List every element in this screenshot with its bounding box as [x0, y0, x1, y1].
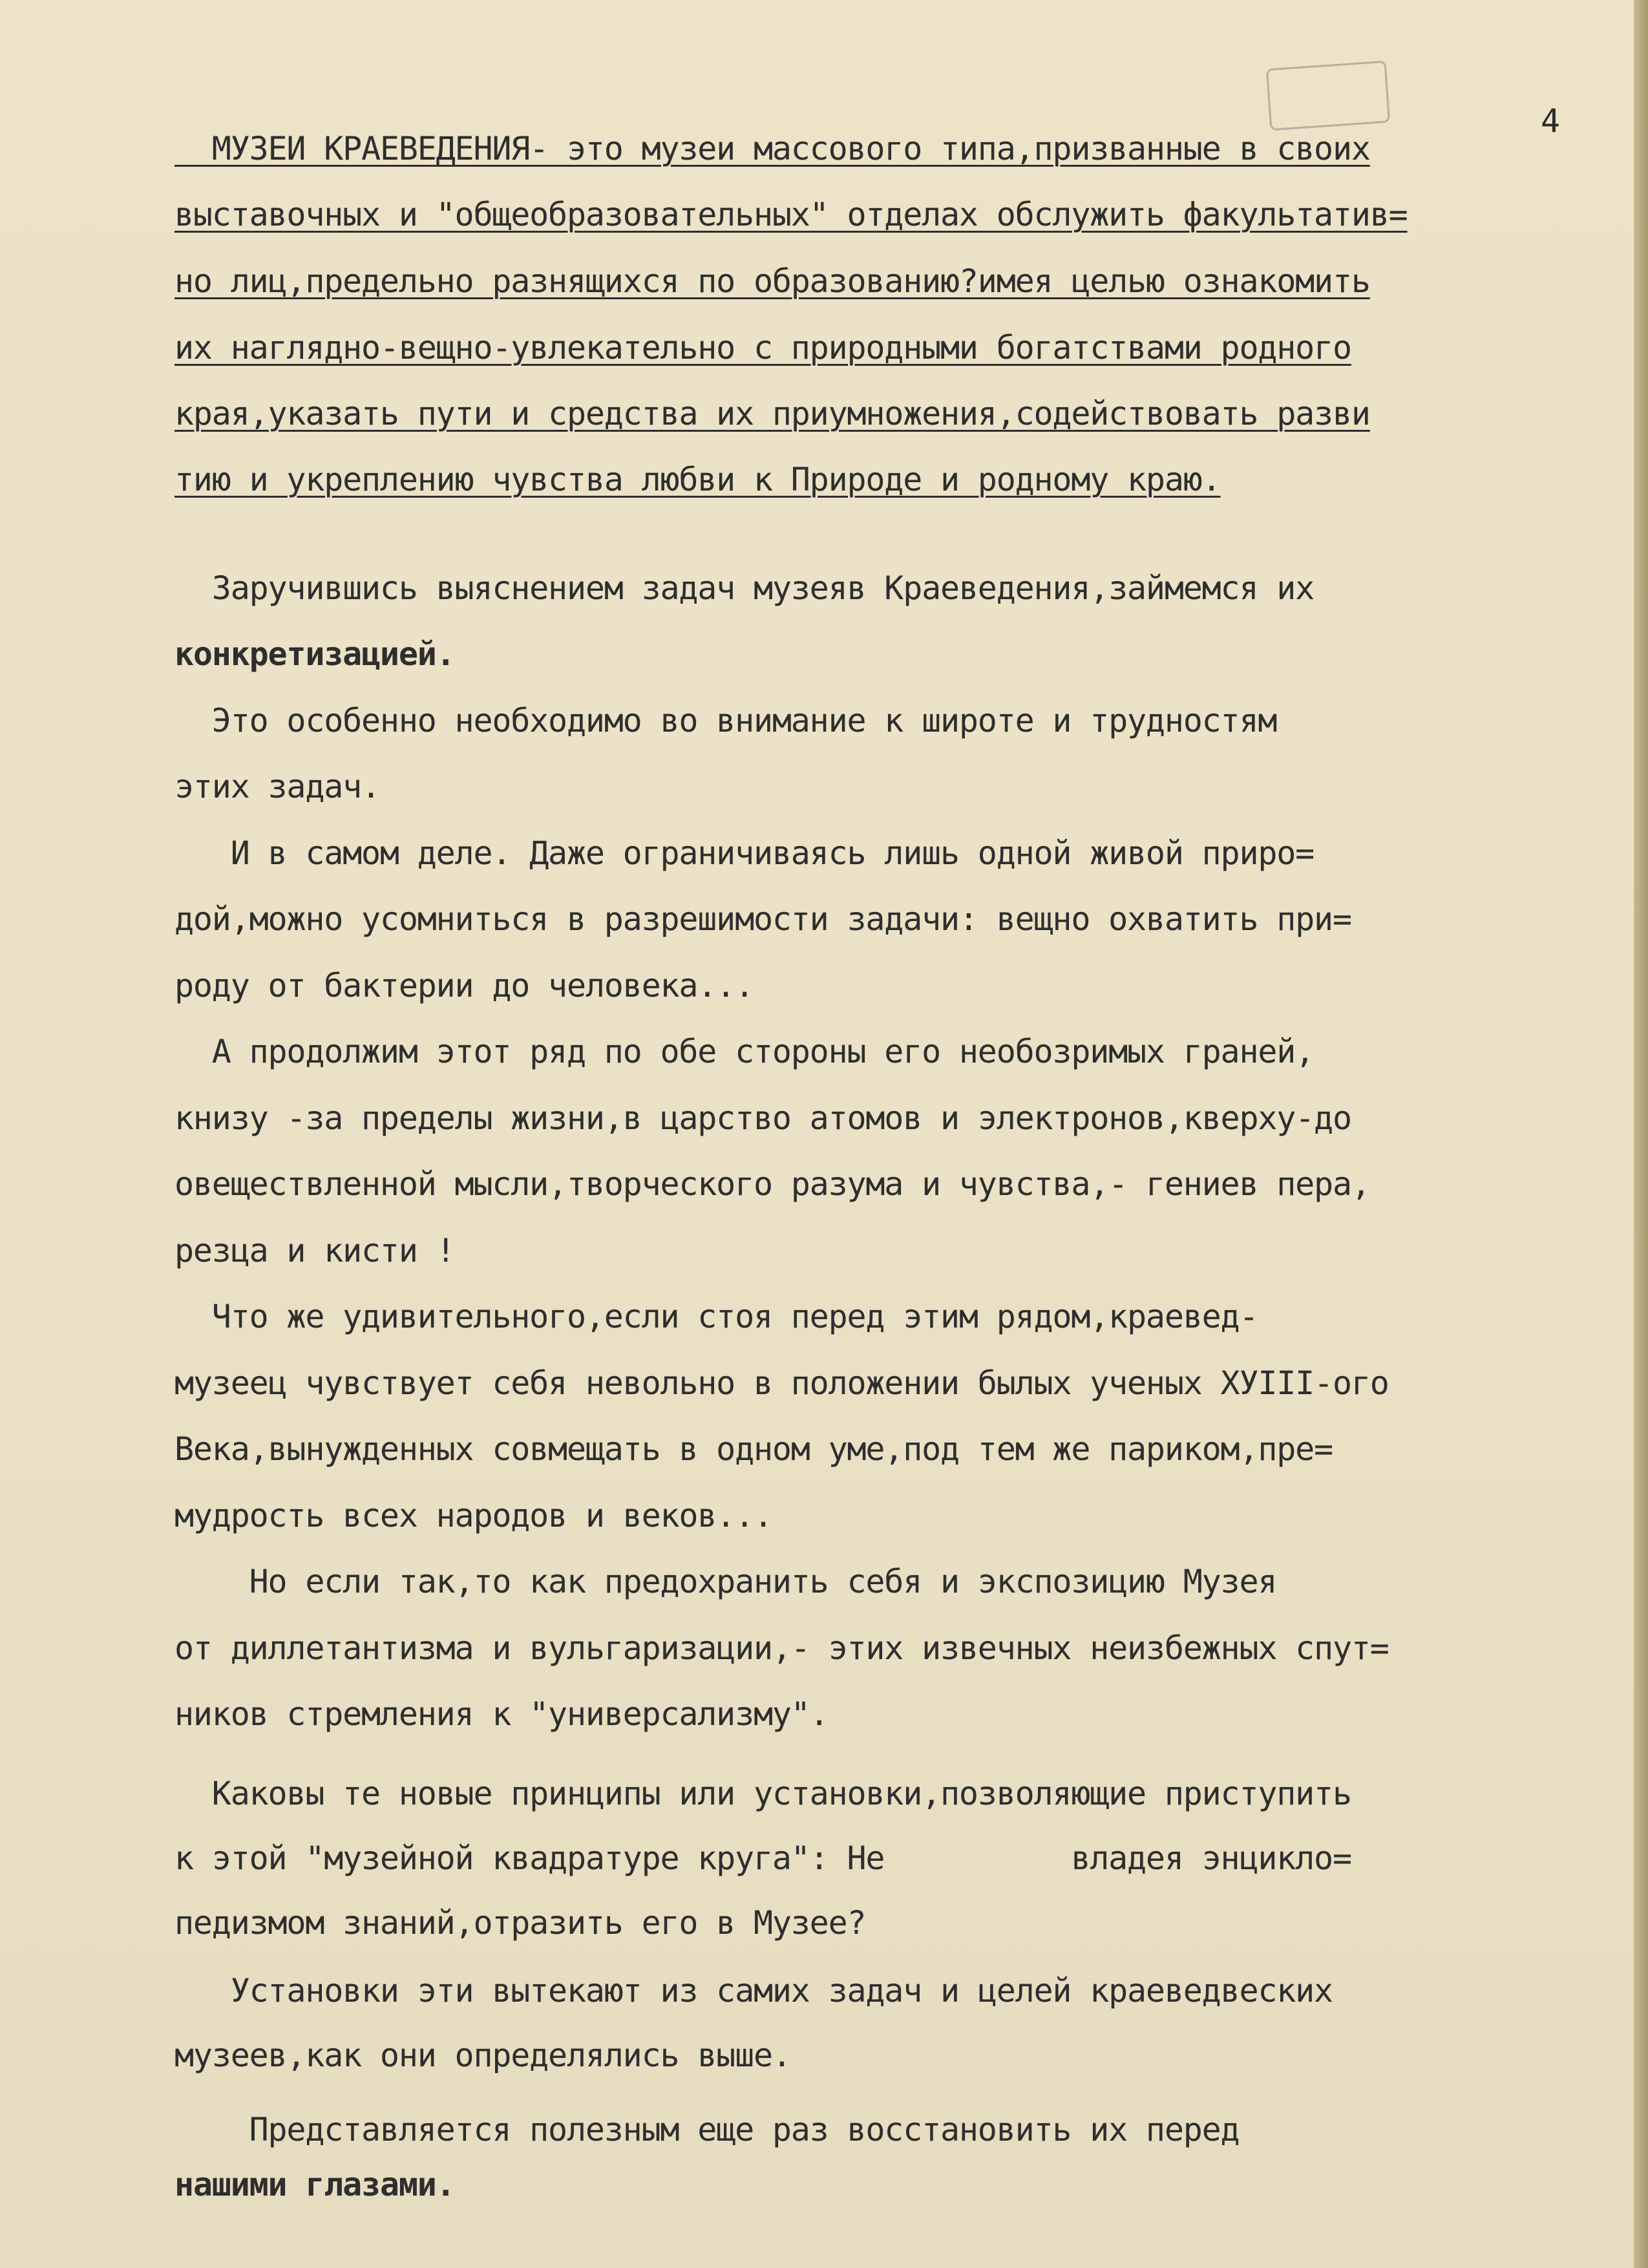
- text-line: А продолжим этот ряд по обе стороны его необозримых граней,: [174, 1033, 1315, 1070]
- text-line: МУЗЕИ КРАЕВЕДЕНИЯ- это музеи массового типа,призванные в своих: [174, 130, 1370, 167]
- text-line: к этой "музейной квадратуре круга": Не владея энцикло=: [174, 1839, 1351, 1877]
- text-line: выставочных и "общеобразовательных" отделах обслужить факультатив=: [174, 196, 1408, 233]
- text-line: И в самом деле. Даже ограничиваясь лишь одной живой приро=: [174, 834, 1315, 872]
- text-line: книзу -за пределы жизни,в царство атомов и электронов,кверху-до: [174, 1099, 1351, 1137]
- text-line: музеев,как они определялись выше.: [174, 2037, 791, 2074]
- text-line: мудрость всех народов и веков...: [174, 1497, 772, 1534]
- text-line: этих задач.: [174, 768, 380, 805]
- text-line: Что же удивительного,если стоя перед этим рядом,краевед-: [174, 1298, 1258, 1335]
- page-edge: [1634, 0, 1648, 2268]
- text-line: тию и укреплению чувства любви к Природе и родному краю.: [174, 461, 1221, 498]
- text-line: резца и кисти !: [174, 1232, 455, 1269]
- text-line: Заручившись выяснением задач музеяв Краеведения,займемся их: [174, 569, 1315, 607]
- text-line: педизмом знаний,отразить его в Музее?: [174, 1904, 866, 1942]
- text-line: овеществленной мысли,творческого разума и чувства,- гениев пера,: [174, 1165, 1370, 1203]
- text-line: конкретизацией.: [174, 635, 455, 673]
- text-line: Но если так,то как предохранить себя и экспозицию Музея: [174, 1563, 1277, 1600]
- page-number: 4: [1541, 102, 1561, 140]
- text-line: Установки эти вытекают из самих задач и целей краеведвеских: [174, 1972, 1333, 2009]
- text-line: роду от бактерии до человека...: [174, 967, 754, 1004]
- text-line: края,указать пути и средства их приумножения,содействовать разви: [174, 395, 1370, 432]
- text-line: дой,можно усомниться в разрешимости задачи: вещно охватить при=: [174, 900, 1351, 938]
- archive-stamp: [1266, 61, 1390, 131]
- text-line: Каковы те новые принципы или установки,позволяющие приступить: [174, 1775, 1351, 1812]
- text-line: Века,вынужденных совмещать в одном уме,под тем же париком,пре=: [174, 1430, 1333, 1468]
- text-line: но лиц,предельно разнящихся по образованию?имея целью ознакомить: [174, 262, 1370, 300]
- text-line: нашими глазами.: [174, 2166, 455, 2203]
- text-line: ников стремления к "универсализму".: [174, 1695, 829, 1733]
- text-line: Это особенно необходимо во внимание к широте и трудностям: [174, 702, 1277, 739]
- text-line: Представляется полезным еще раз восстановить их перед: [174, 2111, 1240, 2148]
- text-line: их наглядно-вещно-увлекательно с природными богатствами родного: [174, 329, 1351, 366]
- text-line: музеец чувствует себя невольно в положении былых ученых ХУIII-ого: [174, 1364, 1389, 1402]
- text-line: от диллетантизма и вульгаризации,- этих извечных неизбежных спут=: [174, 1629, 1389, 1667]
